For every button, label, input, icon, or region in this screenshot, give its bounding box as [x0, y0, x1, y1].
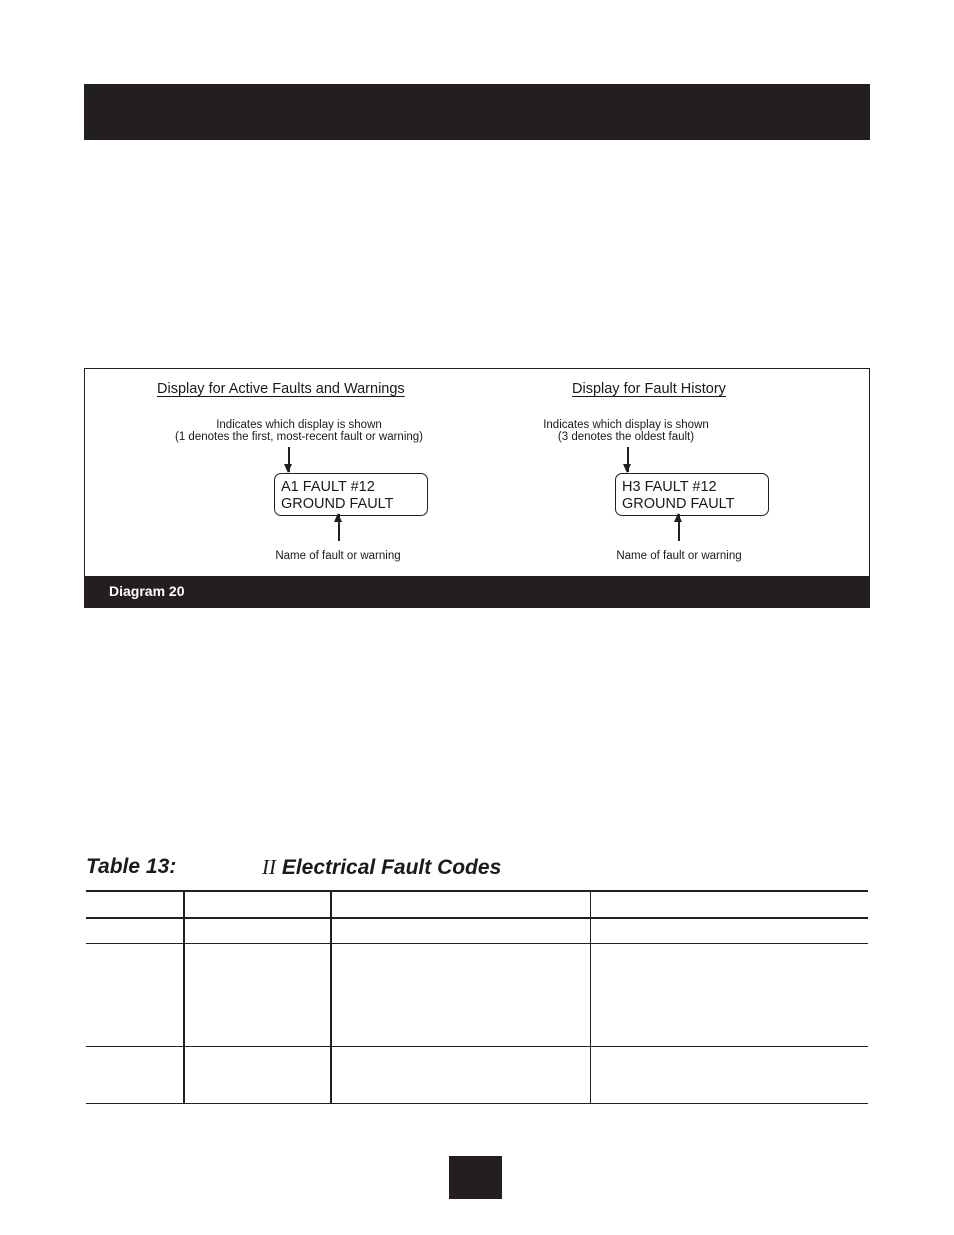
table-title — [262, 855, 501, 880]
table-number: Table 13: — [86, 855, 177, 878]
active-name-arrow — [338, 514, 340, 541]
table-row-rule — [86, 1046, 868, 1047]
table-column-divider — [330, 892, 332, 1103]
history-indicator-arrow — [627, 447, 629, 472]
table-column-divider — [183, 892, 185, 1103]
table-top-rule — [86, 890, 868, 892]
active-indicator-arrow — [288, 447, 290, 472]
history-display-line-2: GROUND FAULT — [622, 496, 735, 512]
active-indicator-note-line-2: (1 denotes the first, most-recent fault or warning) — [175, 431, 423, 443]
page-number-tab — [449, 1156, 502, 1199]
table-column-divider — [590, 892, 591, 1103]
active-display-line-2: GROUND FAULT — [281, 496, 394, 512]
history-name-arrow — [678, 514, 680, 541]
history-name-note: Name of fault or warning — [616, 550, 742, 562]
history-indicator-note-line-2: (3 denotes the oldest fault) — [557, 431, 695, 443]
active-name-note: Name of fault or warning — [275, 550, 401, 562]
diagram-label: Diagram 20 — [109, 583, 185, 599]
active-fault-display — [274, 473, 428, 516]
history-fault-display — [615, 473, 769, 516]
section-header-bar — [84, 84, 870, 140]
active-indicator-note-line-1: Indicates which display is shown — [216, 419, 382, 431]
table-row-rule — [86, 943, 868, 944]
history-indicator-note-line-1: Indicates which display is shown — [543, 419, 709, 431]
active-panel-title: Display for Active Faults and Warnings — [157, 381, 405, 397]
active-indicator-note — [159, 419, 439, 443]
table-title-text: Electrical Fault Codes — [281, 856, 502, 879]
diagram-caption-bar — [85, 576, 869, 607]
table-header-rule — [86, 917, 868, 919]
diagram-box — [84, 368, 870, 608]
history-panel-title: Display for Fault History — [572, 381, 726, 397]
table-bottom-rule — [86, 1103, 868, 1104]
history-display-line-1: H3 FAULT #12 — [622, 479, 717, 495]
table-title-roman: II — [262, 855, 276, 879]
active-display-line-1: A1 FAULT #12 — [281, 479, 375, 495]
history-indicator-note — [526, 419, 726, 443]
